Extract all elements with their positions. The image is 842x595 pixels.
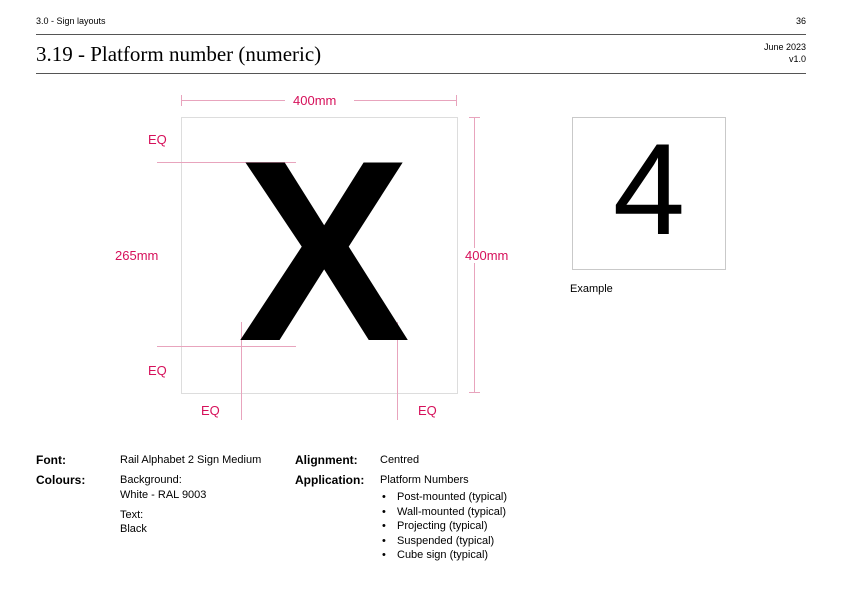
list-item: • Suspended (typical)	[380, 534, 507, 549]
application-value: Platform Numbers	[380, 474, 469, 486]
eq-right-label: EQ	[418, 403, 437, 418]
colours-label: Colours:	[36, 473, 86, 487]
application-list	[380, 490, 507, 563]
font-label: Font:	[36, 453, 66, 467]
background-label: Background:	[120, 474, 182, 486]
example-sign	[572, 117, 726, 270]
width-label: 400mm	[293, 93, 337, 108]
alignment-label: Alignment:	[295, 453, 358, 467]
section-label: 3.0 - Sign layouts	[36, 16, 106, 26]
page-title: 3.19 - Platform number (numeric)	[36, 42, 322, 66]
height-dim-tick-top	[469, 117, 480, 118]
text-colour-value: Black	[120, 523, 147, 535]
background-value: White - RAL 9003	[120, 489, 207, 501]
page-number: 36	[795, 16, 806, 26]
header-rule-top	[36, 34, 806, 35]
alignment-value: Centred	[380, 454, 420, 466]
example-caption: Example	[570, 283, 613, 295]
width-dim-tick-right	[456, 95, 457, 106]
header-rule-bottom	[36, 73, 806, 74]
width-dim-line-right	[354, 100, 457, 101]
list-item: • Cube sign (typical)	[380, 548, 507, 563]
version-label: v1.0	[788, 54, 806, 64]
list-item: • Wall-mounted (typical)	[380, 505, 507, 520]
sign-glyph: X	[238, 106, 411, 395]
text-colour-label: Text:	[120, 509, 144, 521]
width-dim-line-left	[181, 100, 285, 101]
height-label: 400mm	[465, 248, 509, 263]
example-glyph: 4	[612, 116, 686, 262]
height-dim-tick-bottom	[469, 392, 480, 393]
list-item: • Post-mounted (typical)	[380, 490, 507, 505]
eq-top-label: EQ	[148, 132, 167, 147]
date-label: June 2023	[763, 42, 806, 52]
font-value: Rail Alphabet 2 Sign Medium	[120, 454, 262, 466]
list-item: • Projecting (typical)	[380, 519, 507, 534]
application-label: Application:	[295, 473, 365, 487]
char-height-label: 265mm	[115, 248, 159, 263]
eq-left-label: EQ	[201, 403, 220, 418]
width-dim-tick-left	[181, 95, 182, 106]
eq-bottom-label: EQ	[148, 363, 167, 378]
